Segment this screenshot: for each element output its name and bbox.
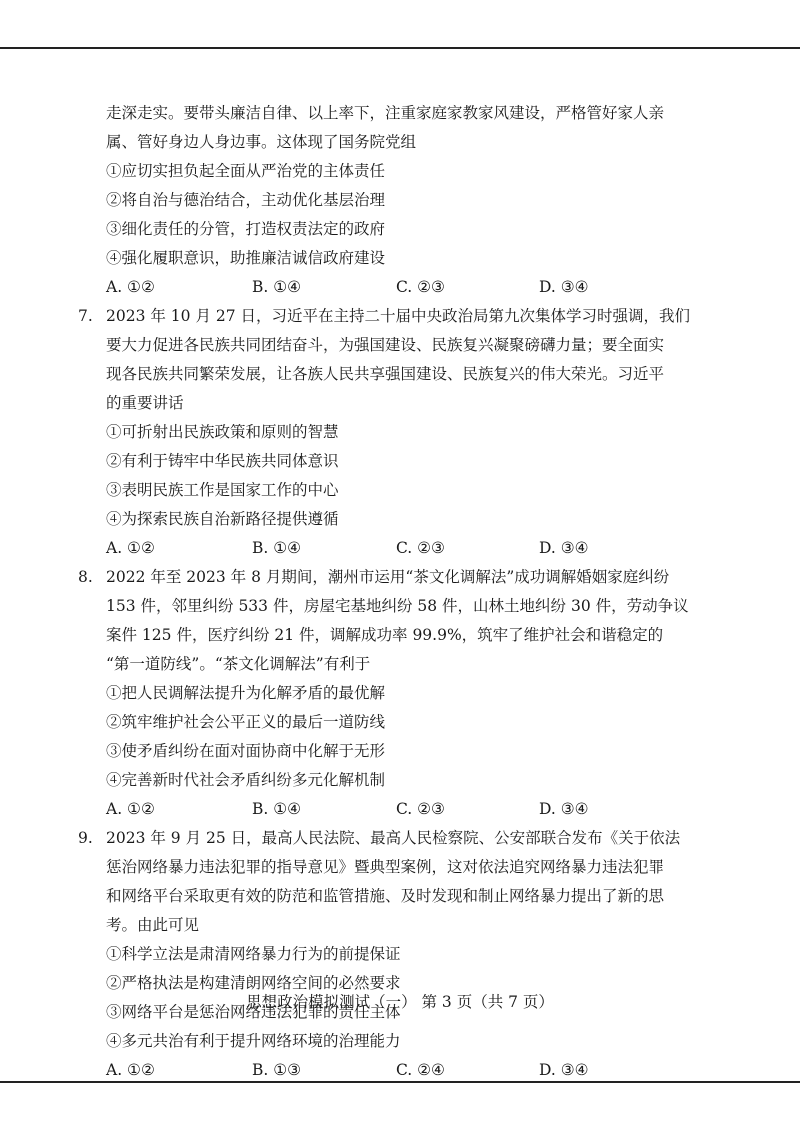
question-8 [78, 563, 706, 824]
answer-choices [106, 273, 706, 302]
question-number: 9. [78, 829, 93, 847]
statement-option: ②有利于铸牢中华民族共同体意识 [106, 452, 339, 470]
question-text-line: 惩治网络暴力违法犯罪的指导意见》暨典型案例，这对依法追究网络暴力违法犯罪 [106, 858, 665, 876]
question-text-line: 和网络平台采取更有效的防范和监管措施、及时发现和制止网络暴力提出了新的思 [106, 887, 665, 905]
question-text: 2022 年至 2023 年 8 月期间，潮州市运用“茶文化调解法”成功调解婚姻家庭纠纷 [106, 568, 670, 586]
statement-option: ③细化责任的分管，打造权责法定的政府 [106, 220, 386, 238]
question-text-line [78, 824, 706, 853]
choice-c: C. ②③ [396, 278, 445, 296]
choice-d: D. ③④ [539, 1061, 589, 1079]
bottom-rule [0, 1081, 800, 1083]
top-rule [0, 47, 800, 49]
question-6-continuation [106, 99, 706, 302]
choice-b: B. ①④ [252, 278, 302, 296]
statement-option: ④完善新时代社会矛盾纠纷多元化解机制 [106, 771, 386, 789]
choice-a: A. ①② [106, 278, 155, 296]
statement-option: ①应切实担负起全面从严治党的主体责任 [106, 162, 386, 180]
statement-option: ②筑牢维护社会公平正义的最后一道防线 [106, 713, 386, 731]
statement-option: ④为探索民族自治新路径提供遵循 [106, 510, 339, 528]
page-footer: 思想政治模拟测试（一） 第 3 页（共 7 页） [246, 993, 554, 1011]
statement-option: ③使矛盾纠纷在面对面协商中化解于无形 [106, 742, 386, 760]
question-7 [78, 302, 706, 563]
question-text-line: 考。由此可见 [106, 916, 200, 934]
choice-c: C. ②③ [396, 539, 445, 557]
question-9 [78, 824, 706, 1085]
question-text-line: 案件 125 件，医疗纠纷 21 件，调解成功率 99.9%，筑牢了维护社会和谐稳定的 [106, 626, 664, 644]
statement-option: ③网络平台是惩治网络违法犯罪的责任主体 [106, 1003, 401, 1021]
question-text-line: 153 件，邻里纠纷 533 件，房屋宅基地纠纷 58 件，山林土地纠纷 30 件，劳动争议 [106, 597, 689, 615]
choice-b: B. ①④ [252, 539, 302, 557]
choice-d: D. ③④ [539, 278, 589, 296]
question-text-line [78, 563, 706, 592]
answer-choices [106, 534, 706, 563]
statement-option: ③表明民族工作是国家工作的中心 [106, 481, 339, 499]
choice-c: C. ②③ [396, 800, 445, 818]
question-number: 7. [78, 307, 93, 325]
question-text: 2023 年 9 月 25 日，最高人民法院、最高人民检察院、公安部联合发布《关于依法 [106, 829, 681, 847]
question-text-line: 走深走实。要带头廉洁自律、以上率下，注重家庭家教家风建设，严格管好家人亲 [106, 104, 665, 122]
question-text-line: 的重要讲话 [106, 394, 184, 412]
question-number: 8. [78, 568, 93, 586]
statement-option: ①把人民调解法提升为化解矛盾的最优解 [106, 684, 386, 702]
question-text: 2023 年 10 月 27 日，习近平在主持二十届中央政治局第九次集体学习时强调，我们 [106, 307, 691, 325]
statement-option: ④强化履职意识，助推廉洁诚信政府建设 [106, 249, 386, 267]
statement-option: ②严格执法是构建清朗网络空间的必然要求 [106, 974, 401, 992]
question-text-line: 要大力促进各民族共同团结奋斗，为强国建设、民族复兴凝聚磅礴力量；要全面实 [106, 336, 665, 354]
choice-a: A. ①② [106, 539, 155, 557]
question-text-line: 属、管好身边人身边事。这体现了国务院党组 [106, 133, 417, 151]
question-text-line [78, 302, 706, 331]
exam-page-content [78, 99, 706, 1085]
choice-c: C. ②④ [396, 1061, 445, 1079]
choice-b: B. ①③ [252, 1061, 302, 1079]
statement-option: ④多元共治有利于提升网络环境的治理能力 [106, 1032, 401, 1050]
statement-option: ①可折射出民族政策和原则的智慧 [106, 423, 339, 441]
question-text-line: 现各民族共同繁荣发展，让各族人民共享强国建设、民族复兴的伟大荣光。习近平 [106, 365, 665, 383]
statement-option: ①科学立法是肃清网络暴力行为的前提保证 [106, 945, 401, 963]
choice-d: D. ③④ [539, 800, 589, 818]
answer-choices [106, 795, 706, 824]
statement-option: ②将自治与德治结合，主动优化基层治理 [106, 191, 386, 209]
choice-b: B. ①④ [252, 800, 302, 818]
question-text-line: “第一道防线”。“茶文化调解法”有利于 [106, 655, 371, 673]
choice-a: A. ①② [106, 1061, 155, 1079]
choice-d: D. ③④ [539, 539, 589, 557]
choice-a: A. ①② [106, 800, 155, 818]
